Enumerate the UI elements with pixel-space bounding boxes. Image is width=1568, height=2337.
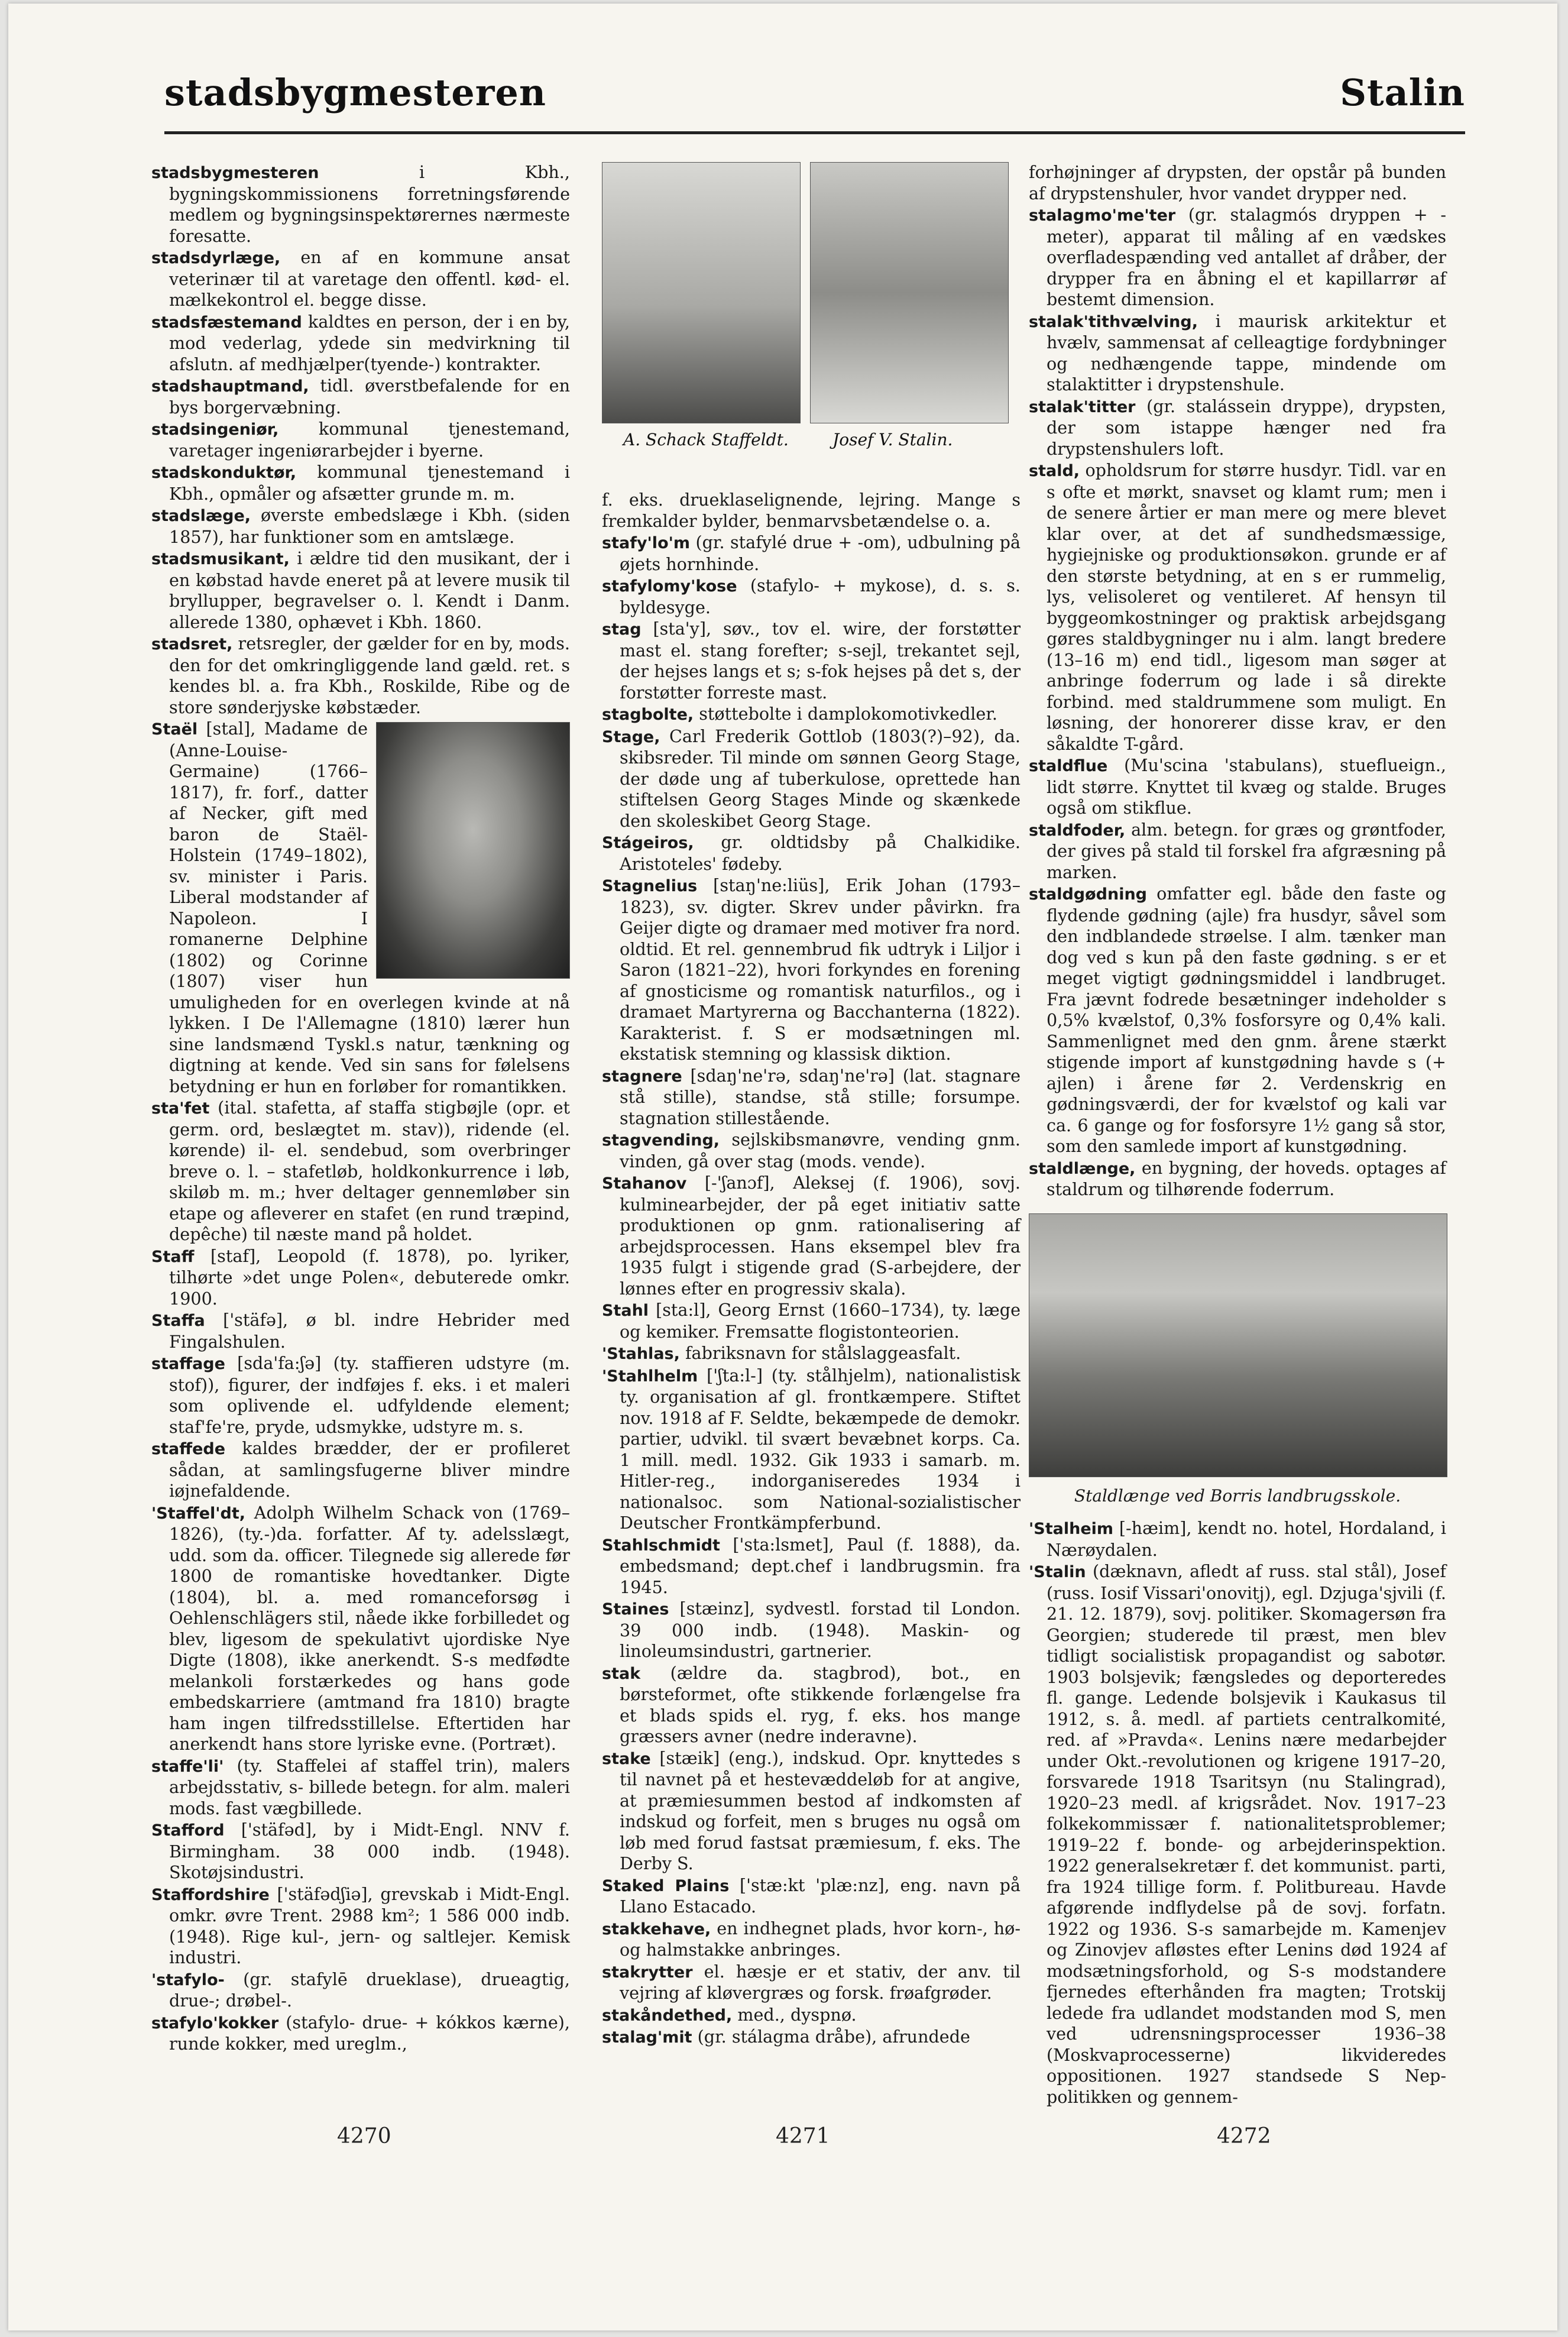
entry-headword: stagnere (602, 1067, 682, 1086)
entry (602, 1300, 1021, 1342)
entry-text: [staf], Leopold (f. 1878), po. lyriker, tilhørte »det unge Polen«, debuterede omkr. 1900. (169, 1245, 570, 1309)
entry (151, 162, 570, 247)
entry (602, 1748, 1021, 1875)
entry-headword: stalag'mit (602, 2028, 692, 2047)
entry (602, 490, 1021, 532)
entry-headword: 'Stahlas, (602, 1345, 680, 1363)
column-2 (602, 162, 1021, 2049)
entry (602, 1343, 1021, 1365)
entry-headword: stadsbygmesteren (151, 164, 319, 182)
column-3-entries-bottom (1029, 1518, 1446, 2108)
entry-headword: stagvending, (602, 1131, 720, 1150)
entry-headword: 'Stahlhelm (602, 1367, 698, 1386)
entry (1029, 396, 1446, 460)
entry-text: el. hæsje er et stativ, der anv. til vejring af kløvergræs og forsk. frøafgrøder. (620, 1961, 1021, 2003)
entry-text: gr. oldtidsby på Chalkidike. Aristoteles' fødeby. (620, 832, 1021, 874)
entry-text: i maurisk arkitektur et hvælv, sammensat af celleagtige fordybninger og nedhængende tappe, mindende om stalaktitter i drypstenshule. (1047, 310, 1446, 394)
entry (602, 1961, 1021, 2004)
entry-text: ['sta:lsmet], Paul (f. 1888), da. embedsmand; dept.chef i landbrugsmin. fra 1945. (620, 1534, 1021, 1597)
entry-headword: stadskonduktør, (151, 464, 297, 482)
entry (602, 1918, 1021, 1961)
entry-text: omfatter egl. både den faste og flydende gødning (ajle) fra husdyr, såvel som den indblandede strøelse. I alm. tænker man dog ved s kun på den faste gødning. s er et meget vigtigt gødningsmiddel i landbruget. Fra jævnt fodrede besætninger indeholder s 0,5% kvælstof, 0,3% fosforsyre og 0,4% kali. Sammenlignet med den gnm. årene stærkt stigende import af kunstgødning havde s (+ ajlen) i årene før 2. Verdenskrig en gødningsværdi, der for kvælstof og kali var ca. 6 gange og for fosforsyre 1½ gang så stor, som den samlede import af kunstgødning. (1047, 883, 1446, 1156)
entry-headword: Staël (151, 720, 198, 739)
entry (1029, 1158, 1446, 1200)
page-number-left: 4270 (337, 2124, 391, 2148)
entry-headword: Stagnelius (602, 877, 698, 895)
entry (151, 1246, 570, 1310)
entry-headword: stakåndethed, (602, 2006, 733, 2025)
entry-headword: Staked Plains (602, 1876, 730, 1895)
entry-headword: 'stafylo- (151, 1970, 225, 1989)
entry-text: (gr. stafylé drue + -om), udbulning på øjets hornhinde. (620, 532, 1021, 574)
entry (151, 1503, 570, 1755)
entry-headword: stald, (1029, 462, 1080, 480)
entry (1029, 820, 1446, 883)
header-first-word: stadsbygmesteren (164, 71, 546, 114)
entry-headword: Stahlschmidt (602, 1536, 720, 1555)
entry-text: (gr. stalagmós dryppen + -meter), apparat til måling af en vædskes overfladespænding ved antallet af dråber, der drypper fra en åbning el et kapillarrør af bestemt dimension. (1047, 205, 1446, 309)
entry-text: fabriksnavn for stålslaggeasfalt. (679, 1343, 961, 1363)
entry (602, 1173, 1021, 1299)
entry-headword: stadsmusikant, (151, 550, 290, 568)
entry (602, 1875, 1021, 1918)
entry-headword: Staines (602, 1600, 669, 1619)
entry-text: (ældre da. stagbrod), bot., en børsteformet, ofte stikkende forlængelse fra et blads spids el. ryg, f. eks. hos mange græssers avner (nedre inderavne). (620, 1662, 1021, 1746)
entry (151, 1310, 570, 1352)
entry (151, 1353, 570, 1438)
entry-headword: stakrytter (602, 1963, 693, 1982)
column-1-entries-top (151, 162, 570, 718)
entry (602, 832, 1021, 875)
staldlaenge-caption: Staldlænge ved Borris landbrugsskole. (1074, 1485, 1401, 1506)
entry-headword: stalak'tithvælving, (1029, 312, 1198, 331)
entry-text: sejlskibsmanøvre, vending gnm. vinden, gå over stag (mods. vende). (620, 1129, 1021, 1171)
entry (602, 1598, 1021, 1662)
entry-headword: stadsingeniør, (151, 420, 279, 439)
entry (602, 1066, 1021, 1129)
entry-text: i ældre tid den musikant, der i en købstad havde eneret på at levere musik til bryllupper, begravelser o. l. Kendt i Danm. allerede 1380, ophævet i Kbh. 1860. (169, 548, 570, 632)
entry-text: med., dyspnø. (732, 2004, 857, 2025)
entry-headword: sta'fet (151, 1099, 210, 1118)
entry-headword: stadslæge, (151, 507, 251, 525)
entry-headword: Staffordshire (151, 1885, 270, 1904)
entry (602, 726, 1021, 832)
entry (1029, 755, 1446, 819)
entry (1029, 1561, 1446, 2108)
entry-headword: stalak'titter (1029, 397, 1136, 416)
entry-text: forhøjninger af drypsten, der opstår på bunden af drypstenshuler, hvor vandet drypper ned. (1029, 162, 1446, 203)
entry (1029, 162, 1446, 204)
entry (602, 2005, 1021, 2027)
entry-headword: staffage (151, 1355, 225, 1373)
entry-headword: staldlænge, (1029, 1159, 1136, 1178)
entry-headword: 'Stalheim (1029, 1520, 1114, 1538)
entry-headword: stafylomy'kose (602, 577, 737, 595)
entry (151, 312, 570, 376)
column-3-entries-top (1029, 162, 1446, 1200)
entry-text: [stæinz], sydvestl. forstad til London. 39 000 indb. (1948). Maskin- og linoleumsindustri, gartnerier. (620, 1598, 1021, 1661)
entry-text: (stafylo- drue- + kókkos kærne), runde kokker, med ureglm., (169, 2012, 570, 2054)
entry (151, 1820, 570, 1883)
entry-text: ['ʃta:l-] (ty. stålhjelm), nationalistisk ty. organisation af gl. frontkæmpere. Stiftet nov. 1918 af F. Seldte, bekæmpede de demokr. partier, udvikl. til svært bevæbnet korps. Ca. 1 mill. medl. 1932. Gik 1933 i samarb. m. Hitler-reg., indorganiseredes 1934 i nationalsoc. som National-sozialistischer Deutscher Frontkämpferbund. (620, 1365, 1021, 1533)
entry-text: kaldtes en person, der i en by, mod vederlag, ydede sin medvirkning til afslutn. af medhjælper(tyende-) kontrakter. (169, 311, 570, 374)
entry-text: Carl Frederik Gottlob (1803(?)–92), da. skibsreder. Til minde om sønnen Georg Stage, der døde ung af tuberkulose, oprettede han stiftelsen Georg Stages Minde og skænkede den skoleskibet Georg Stage. (620, 726, 1021, 831)
entry-headword: staldgødning (1029, 885, 1148, 904)
entry-text: støttebolte i damplokomotivkedler. (694, 704, 997, 724)
entry-text: (dæknavn, afledt af russ. stal stål), Josef (russ. Iosif Vissari'onovitj), egl. Dzjuga'sjvili (f. 21. 12. 1879), sovj. politiker. Skomagersøn fra Georgien; studerede til præst, men blev tidligt socialistisk propagandist og sabotør. 1903 bolsjevik; fængsledes og deporteredes fl. gange. Ledende bolsjevik i Kaukasus til 1912, s. å. medl. af partiets centralkomité, red. af »Pravda«. Lenins nære medarbejder under Okt.-revolutionen og krigene 1917–20, forsvarede 1918 Tsaritsyn (nu Stalingrad), 1920–23 medl. af krigsrådet. Nov. 1917–23 folkekommissær f. nationalitetsproblemer; 1919–22 f. bonde- og arbejderinspektion. 1922 generalsekretær f. det kommunist. parti, fra 1924 tillige form. f. Politbureau. Havde afgørende indflydelse på de sovj. forfatn. 1922 og 1936. S-s samarbejde m. Kamenjev og Zinovjev afløstes efter Lenins død 1924 af modsætningsforhold, og S-s modstandere fjernedes efterhånden fra magten; Trotskij ledede fra udlandet modstanden mod S, men ved udrensningsprocesser 1936–38 (Moskvaprocesserne) likvideredes oppositionen. 1927 standsede S Nep-politikken og gennem- (1047, 1561, 1446, 2107)
entry (151, 505, 570, 548)
entry (1029, 311, 1446, 396)
entry-text: retsregler, der gælder for en by, mods. den for det omkringliggende land gæld. ret. s kendes bl. a. fra Kbh., Roskilde, Ribe og de store sønderjyske købstæder. (169, 633, 570, 717)
entry-text: [stæik] (eng.), indskud. Opr. knyttedes s til navnet på et hestevæddeløb for at angive, at præmiesummen bestod af indkomsten af indskud og forfeit, men s bruges nu også om løb med forud fastsat præmiesum, f. eks. The Derby S. (620, 1747, 1021, 1873)
entry (1029, 205, 1446, 310)
entry-headword: 'Staffel'dt, (151, 1504, 246, 1523)
entry-headword: 'Stalin (1029, 1563, 1086, 1581)
entry (151, 2012, 570, 2055)
running-header (164, 60, 1465, 134)
entry (151, 462, 570, 504)
entry (151, 1884, 570, 1969)
entry-headword: Stage, (602, 727, 660, 746)
entry (1029, 883, 1446, 1157)
entry-text: (ital. stafetta, af staffa stigbøjle (opr. et germ. ord, beslægtet m. stav)), ridende (el. kørende) il- el. sendebud, som overbringer breve o. l. – stafetløb, holdkonkurrence i løb, skiløb m. m.; hver deltager gennemløber sin etape og afleverer en stafet (en rund træpind, depêche) til næste mand på holdet. (169, 1098, 570, 1244)
entry-text: kaldes brædder, der er profileret sådan, at samlingsfugerne bliver mindre iøjnefaldende. (169, 1438, 570, 1501)
entry-text: (ty. Staffelei af staffel trin), malers arbejdsstativ, s- billede betegn. for alm. maleri mods. fast vægbillede. (169, 1755, 570, 1818)
entry (602, 575, 1021, 618)
entry-text: opholdsrum for større husdyr. Tidl. var en s ofte et mørkt, snavset og klamt rum; men i de senere årtier er man mere og mere blevet klar over, at det af sundhedsmæssige, hygiejniske og produktionsøkon. grunde er af den største betydning, at en s er rummelig, lys, velisoleret og ventileret. Af hensyn til byggeomkostninger og praktisk arbejdsgang gøres staldbygninger nu i alm. langt bredere (13–16 m) end tidl., ligesom man søger at anbringe foderrum og lade i så direkte forbind. med staldrummene som muligt. En løsning, der honorerer disse krav, er den såkaldte T-gård. (1047, 460, 1446, 754)
entry-text: (stafylo- + mykose), d. s. s. byldesyge. (620, 575, 1021, 617)
entry-text: ['stäfəd], by i Midt-Engl. NNV f. Birmingham. 38 000 indb. (1948). Skotøjsindustri. (169, 1820, 570, 1882)
entry-headword: staldflue (1029, 757, 1108, 775)
entry-text: i Kbh., bygningskommissionens forretningsførende medlem og bygningsinspektørernes nærmeste foresatte. (169, 162, 570, 246)
entry-headword: stadsfæstemand (151, 313, 302, 332)
entry (151, 548, 570, 633)
entry (151, 376, 570, 418)
entry-text: Adolph Wilhelm Schack von (1769–1826), (ty.-)da. forfatter. Af ty. adelsslægt, udd. som da. officer. Tilegnede sig allerede før 1800 de romantiske hovedtanker. Digte (1804), bl. a. med romanceforsøg i Oehlenschlägers stil, nåede ikke forbilledet og blev, ligesom de spekulativt ujordiske Nye Digte (1808), ikke anerkendt. S-s medfødte melankoli forstærkedes og hans gode embedskarriere (amtmand fra 1810) bragte ham ingen tilfredsstillelse. Eftertiden har anerkendt hans store lyriske evne. (Portræt). (169, 1502, 570, 1754)
header-last-word: Stalin (1340, 71, 1465, 114)
portrait-pair (602, 162, 1021, 475)
entry (151, 247, 570, 311)
entry (602, 619, 1021, 703)
entry-text: [sda'fa:ʃə] (ty. staffieren udstyre (m. stof)), figurer, der indføjes f. eks. i et maleri som oplivende el. udfyldende element; staf'fe're, pryde, udsmykke, udstyre m. s. (169, 1353, 570, 1437)
entry (151, 1098, 570, 1245)
entry (602, 532, 1021, 575)
staldlaenge-photo (1029, 1213, 1447, 1477)
stalin-caption: Josef V. Stalin. (832, 430, 953, 449)
entry (602, 1365, 1021, 1534)
entry-text: ['stæ:kt 'plæ:nz], eng. navn på Llano Estacado. (620, 1875, 1021, 1917)
entry-text: kommunal tjenestemand i Kbh., opmåler og afsætter grunde m. m. (169, 462, 570, 504)
entry-text: (Mu'scina 'stabulans), stueflueign., lidt større. Knyttet til kvæg og stalde. Bruges også om stikflue. (1047, 755, 1446, 818)
entry-text: ['stäfədʃiə], grevskab i Midt-Engl. omkr. øvre Trent. 2988 km²; 1 586 000 indb. (1948). Rige kul-, jern- og saltlejer. Kemisk industri. (169, 1883, 570, 1967)
entry-text: [sta'y], søv., tov el. wire, der forstøtter mast el. stang forefter; s-sejl, trekantet sejl, der hejses langs et s; s-fok hejses på det s, der forstøtter forreste mast. (620, 619, 1021, 703)
schack-staffeldt-portrait (602, 162, 801, 423)
entry (151, 1969, 570, 2012)
entry (151, 419, 570, 461)
entry-text: en bygning, der hoveds. optages af staldrum og tilhørende foderrum. (1047, 1157, 1446, 1199)
entry-text: alm. betegn. for græs og grøntfoder, der gives på stald til forskel fra afgræsning på marken. (1047, 819, 1446, 882)
entry-headword: stafylo'kokker (151, 2014, 279, 2032)
entry (151, 1438, 570, 1502)
entry-headword: stake (602, 1749, 651, 1768)
entry-headword: stadsret, (151, 635, 233, 653)
entry-headword: Stahanov (602, 1174, 687, 1193)
entry (602, 2027, 1021, 2048)
column-1 (151, 162, 570, 2056)
entry-text: [sta:l], Georg Ernst (1660–1734), ty. læge og kemiker. Fremsatte flogistonteorien. (620, 1300, 1021, 1342)
entry (602, 704, 1021, 726)
entry-headword: Stafford (151, 1821, 225, 1840)
entry (602, 1663, 1021, 1747)
entry (151, 1756, 570, 1820)
entry-headword: stadshauptmand, (151, 377, 309, 396)
page-number-right: 4272 (1217, 2124, 1271, 2148)
entry (1029, 460, 1446, 755)
entry-text: (gr. stalássein dryppe), drypsten, der som istappe hænger ned fra drypstenshulers loft. (1047, 396, 1446, 459)
entry-headword: stagbolte, (602, 705, 694, 724)
entry (602, 1129, 1021, 1172)
entry-text: [-hæim], kendt no. hotel, Hordaland, i Nærøydalen. (1047, 1518, 1446, 1560)
entry-text: f. eks. drueklaselignende, lejring. Mange s fremkalder bylder, benmarvsbetændelse o. a. (602, 490, 1021, 531)
entry-headword: Stágeiros, (602, 834, 694, 852)
entry-headword: Staff (151, 1247, 195, 1266)
schack-caption: A. Schack Staffeldt. (623, 430, 789, 449)
entry-text: (gr. stálagma dråbe), afrundede (692, 2027, 970, 2047)
entry (602, 1535, 1021, 1598)
entry-text: [sdaŋ'ne'rə, sdaŋ'ne'rə] (lat. stagnare stå stille), standse, stå stille; forsumpe. stagnation stillestående. (620, 1065, 1021, 1128)
entry-headword: staldfoder, (1029, 821, 1126, 840)
entry-headword: stak (602, 1664, 641, 1683)
entry-text: kommunal tjenestemand, varetager ingeniørarbejder i byerne. (169, 419, 570, 461)
entry-text: øverste embedslæge i Kbh. (siden 1857), har funktioner som en amtslæge. (169, 505, 570, 547)
entry-headword: staffe'li' (151, 1757, 224, 1776)
entry-text: [stal], Madame de (Anne-Louise-Germaine) (1766–1817), fr. forf., datter af Necker, gift med baron de Staël-Holstein (1749–1802), sv. minister i Paris. Liberal modstander af Napoleon. I romanerne Delphine (1802) og Corinne (1807) viser hun umuligheden for en overlegen kvinde at nå lykken. I De l'Allemagne (1810) lærer hun sine landsmænd Tyskl.s natur, tænkning og digtning at kende. Ved sin sans for følelsens betydning er hun en forløber for romantikken. (169, 718, 570, 1096)
entry-headword: Staffa (151, 1312, 205, 1330)
entry-headword: staffede (151, 1440, 226, 1458)
entry-text: (gr. stafylē drueklase), drueagtig, drue-; drøbel-. (169, 1969, 570, 2011)
stalin-portrait (810, 162, 1009, 423)
column-2-entries (602, 490, 1021, 2048)
entry-headword: stadsdyrlæge, (151, 249, 281, 267)
entry (1029, 1518, 1446, 1561)
entry-headword: stalagmo'me'ter (1029, 206, 1176, 225)
page-number-middle: 4271 (776, 2124, 830, 2148)
column-3 (1029, 162, 1446, 2108)
entry-text: [staŋ'ne:liüs], Erik Johan (1793–1823), sv. digter. Skrev under påvirkn. fra Geijer digte og dramaer med motiver fra nord. oldtid. Et rel. gennembrud fik udtryk i Liljor i Saron (1821–22), hvori forkyndes en forening af gnosticisme og romantisk naturfilos., og i dramaet Martyrerna og Bacchanterna (1822). Karakterist. f. S er modsætningen ml. ekstatisk stemning og klassisk diktion. (620, 875, 1021, 1064)
entry-headword: stag (602, 620, 642, 639)
entry-headword: stakkehave, (602, 1920, 711, 1938)
entry-text: [-'ʃanɔf], Aleksej (f. 1906), sovj. kulminearbejder, der på eget initiativ satte produktionen op gnm. rationalisering af arbejdsprocessen. Hans eksempel blev fra 1935 fulgt i stigende grad (S-arbejdere, der lønnes efter en progressiv skala). (620, 1173, 1021, 1299)
entry-text: ['stäfə], ø bl. indre Hebrider med Fingalshulen. (169, 1310, 570, 1352)
page (8, 4, 1557, 2330)
entry (151, 633, 570, 718)
entry-text: en indhegnet plads, hvor korn-, hø- og halmstakke anbringes. (620, 1918, 1021, 1960)
entry (602, 875, 1021, 1065)
entry-headword: Stahl (602, 1302, 649, 1320)
staldlaenge-figure (1029, 1213, 1446, 1507)
entry-headword: stafy'lo'm (602, 534, 691, 552)
entry-text: en af en kommune ansat veterinær til at varetage den offentl. kød- el. mælkekontrol el. begge disse. (169, 247, 570, 310)
stael-portrait (376, 722, 570, 979)
entry-text: tidl. øverstbefalende for en bys borgervæbning. (169, 376, 570, 417)
